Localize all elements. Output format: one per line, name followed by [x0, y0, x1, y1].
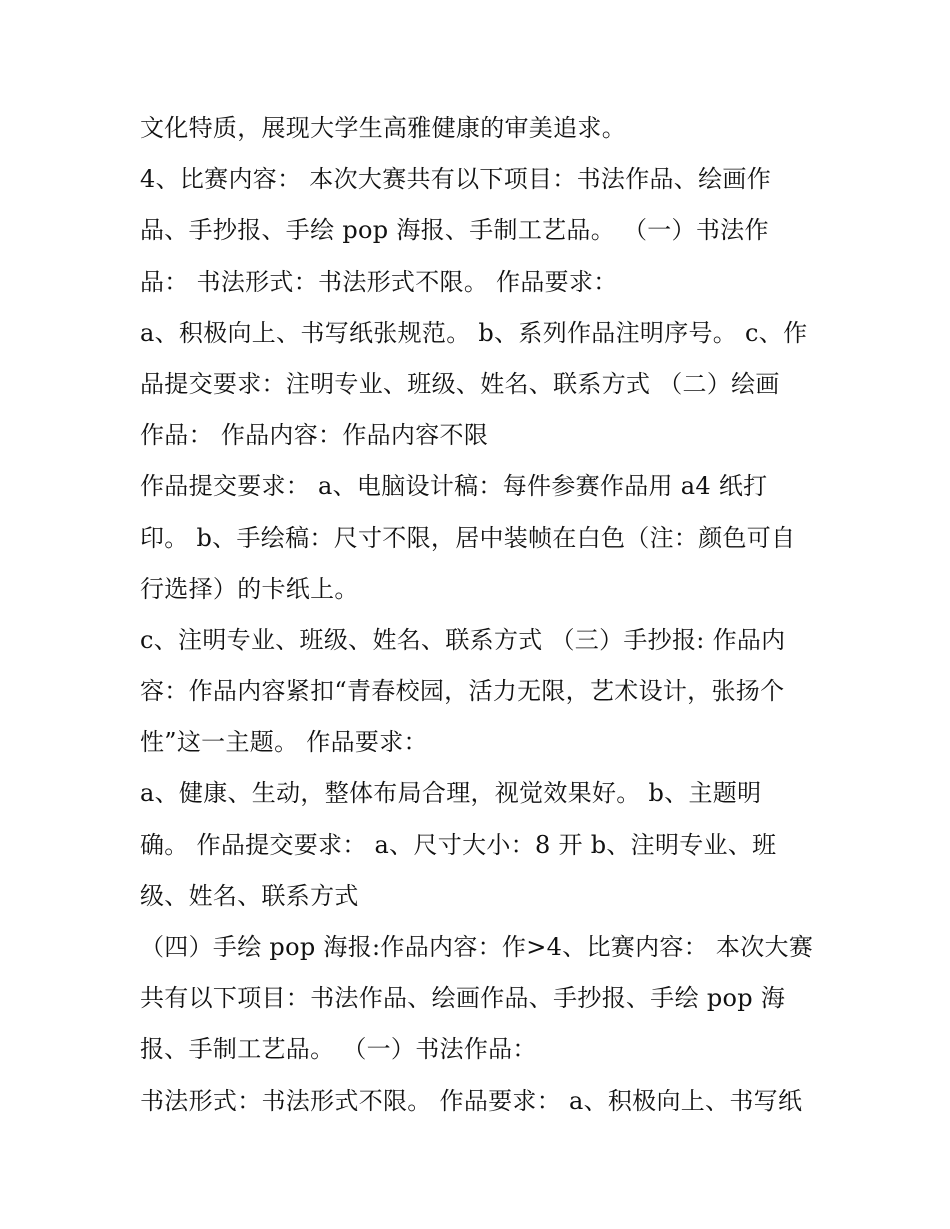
text-line: 作品： 作品内容：作品内容不限 — [140, 421, 489, 450]
text-line: 报、手制工艺品。 （一）书法作品： — [140, 1035, 537, 1064]
text-line: 印。 b、手绘稿：尺寸不限，居中装帧在白色（注：颜色可自 — [140, 523, 796, 552]
text-line: 作品提交要求： a、电脑设计稿：每件参赛作品用 a4 纸打 — [140, 472, 768, 501]
text-line: 文化特质，展现大学生高雅健康的审美追求。 — [140, 114, 626, 142]
text-line: 级、姓名、联系方式 — [140, 881, 359, 910]
text-line: 品、手抄报、手绘 pop 海报、手制工艺品。 （一）书法作 — [140, 216, 769, 245]
text-line: 性”这一主题。 作品要求： — [140, 728, 428, 757]
text-line: a、健康、生动，整体布局合理，视觉效果好。 b、主题明 — [140, 779, 762, 808]
text-line: 品提交要求：注明专业、班级、姓名、联系方式 （二）绘画 — [140, 369, 780, 398]
text-line: 共有以下项目：书法作品、绘画作品、手抄报、手绘 pop 海 — [140, 984, 786, 1013]
text-line: 行选择）的卡纸上。 — [140, 574, 359, 603]
text-line: 确。 作品提交要求： a、尺寸大小：8 开 b、注明专业、班 — [140, 830, 777, 859]
text-line: 书法形式：书法形式不限。 作品要求： a、积极向上、书写纸 — [140, 1086, 803, 1115]
text-line: （四）手绘 pop 海报:作品内容：作>4、比赛内容： 本次大赛 — [140, 933, 814, 961]
text-line: 品： 书法形式：书法形式不限。 作品要求： — [140, 267, 618, 296]
text-line: a、积极向上、书写纸张规范。 b、系列作品注明序号。 c、作 — [140, 318, 808, 347]
text-line: 4、比赛内容： 本次大赛共有以下项目：书法作品、绘画作 — [140, 165, 771, 194]
text-line: 容：作品内容紧扣“青春校园，活力无限，艺术设计，张扬个 — [140, 677, 785, 706]
text-line: c、注明专业、班级、姓名、联系方式 （三）手抄报: 作品内 — [140, 625, 786, 654]
document-body — [140, 103, 830, 1127]
